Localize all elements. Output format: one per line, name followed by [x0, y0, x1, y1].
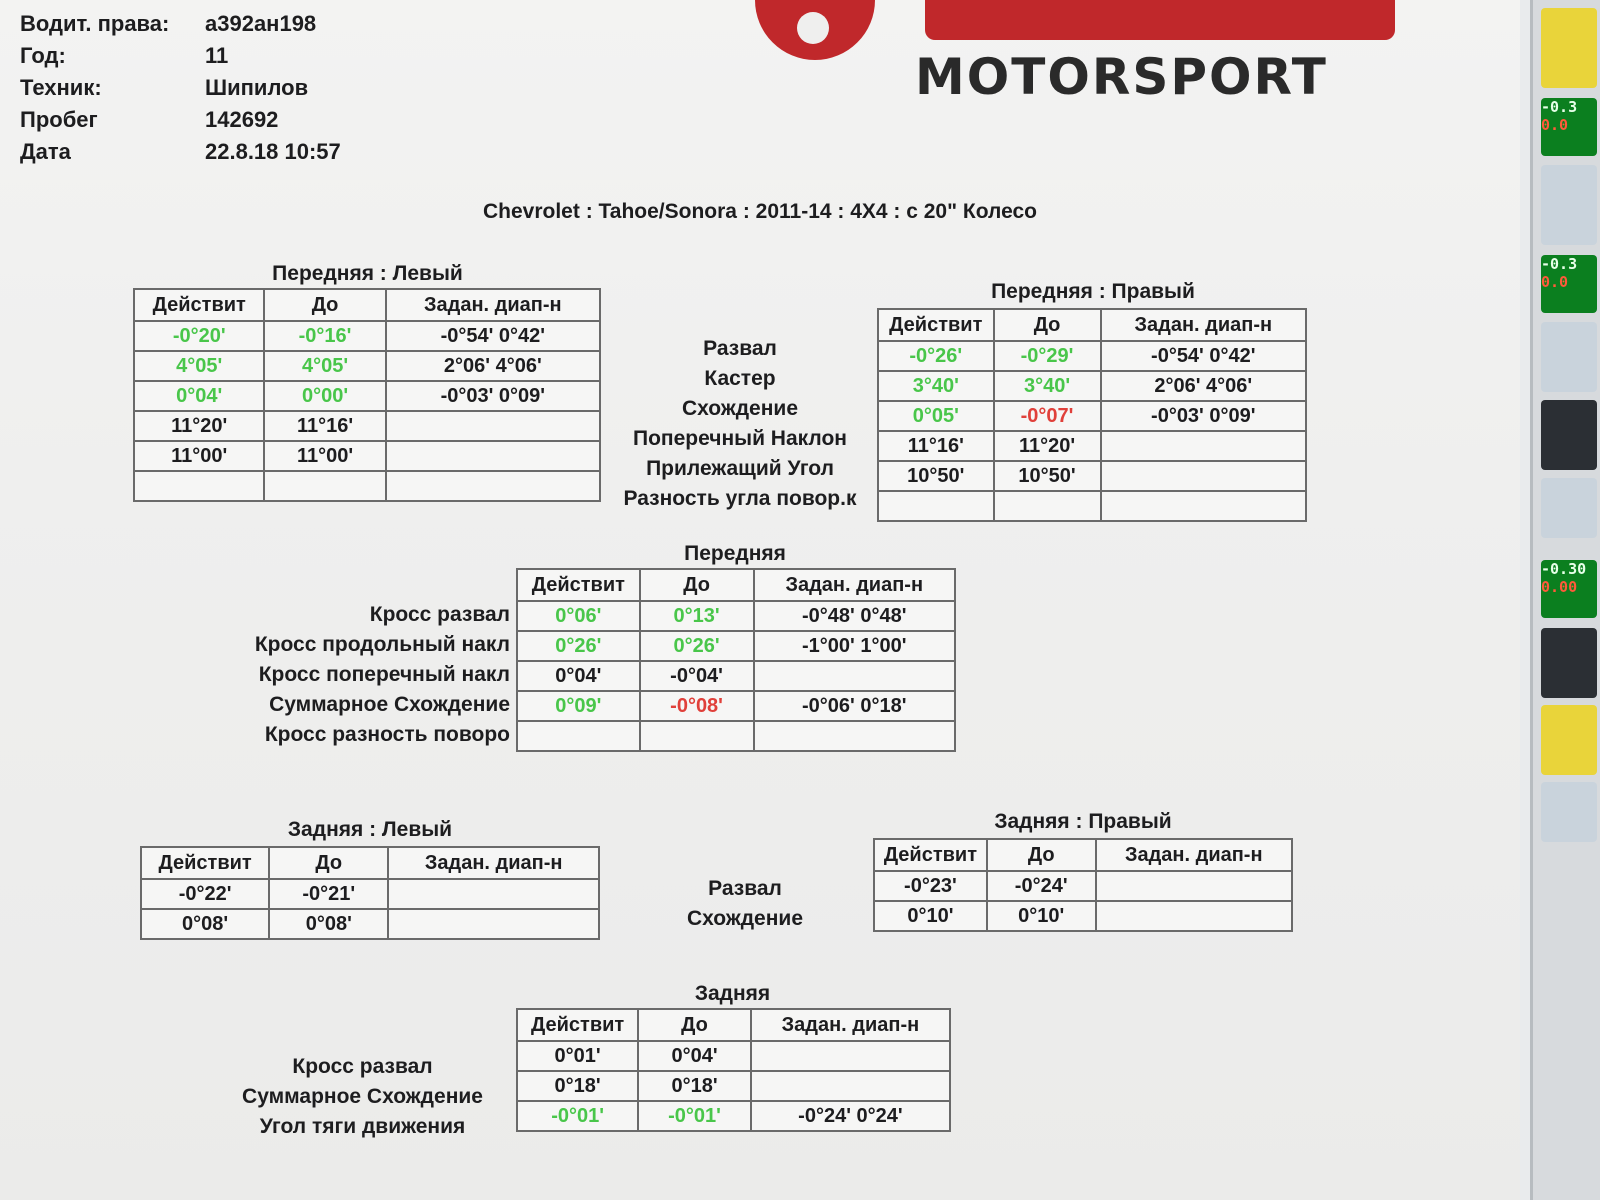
front-cross-table — [516, 568, 956, 752]
table-row — [134, 411, 600, 441]
cell-range: -0°54' 0°42' — [1101, 341, 1306, 371]
cell-range — [386, 411, 600, 441]
rear-cross-title: Задняя — [694, 982, 771, 1005]
table-row — [134, 441, 600, 471]
cell-range — [1096, 871, 1292, 901]
brand-logo — [735, 0, 1425, 110]
cell-actual — [517, 721, 640, 751]
cell-range — [1096, 901, 1292, 931]
vehicle-title: Chevrolet : Tahoe/Sonora : 2011-14 : 4X4 : с 20" Колесо — [483, 200, 1037, 223]
cell-actual: 0°04' — [517, 661, 640, 691]
row-label: Кросс развал — [369, 603, 510, 626]
row-label: Прилежащий Угол — [646, 457, 834, 480]
readout-1 — [1541, 98, 1597, 156]
print-icon[interactable] — [1541, 782, 1597, 842]
cell-actual: -0°22' — [141, 879, 269, 909]
rear-cross-table — [516, 1008, 951, 1132]
rear-cross-labels — [225, 1052, 500, 1142]
cell-range — [751, 1041, 950, 1071]
cell-actual: 0°05' — [878, 401, 994, 431]
row-label: Кросс разность поворо — [264, 723, 510, 746]
cell-actual: 0°26' — [517, 631, 640, 661]
row-label: Угол тяги движения — [259, 1115, 466, 1138]
col-before-header: До — [640, 569, 754, 601]
table-row — [874, 871, 1292, 901]
cell-range — [386, 441, 600, 471]
row-label: Кросс поперечный накл — [258, 663, 510, 686]
row-label: Разность угла повор.к — [623, 487, 857, 510]
col-before-header: До — [638, 1009, 751, 1041]
front-left-title: Передняя : Левый — [272, 262, 463, 285]
col-range-header: Задан. диап-н — [1096, 839, 1292, 871]
cell-actual: 11°00' — [134, 441, 264, 471]
info-row — [20, 136, 341, 168]
cell-before: -0°21' — [269, 879, 388, 909]
info-label: Дата — [20, 139, 71, 164]
cell-actual: 11°16' — [878, 431, 994, 461]
front-cross-labels — [210, 600, 510, 750]
col-before-header: До — [269, 847, 388, 879]
col-range-header: Задан. диап-н — [754, 569, 956, 601]
front-left-table — [133, 288, 601, 502]
table-row — [134, 321, 600, 351]
table-row — [878, 341, 1306, 371]
cell-before: 4°05' — [264, 351, 385, 381]
front-labels — [605, 334, 875, 514]
cell-before: 11°00' — [264, 441, 385, 471]
cell-before — [640, 721, 754, 751]
cell-range — [388, 879, 599, 909]
table-row — [878, 431, 1306, 461]
cell-before: -0°04' — [640, 661, 754, 691]
logo-e-icon[interactable] — [1541, 400, 1597, 470]
rear-left-table — [140, 846, 600, 940]
cell-before: -0°16' — [264, 321, 385, 351]
logo-emblem — [755, 0, 875, 60]
info-label: Пробег — [20, 107, 98, 132]
table-row — [134, 381, 600, 411]
cell-range: -1°00' 1°00' — [754, 631, 956, 661]
readout-1-bottom: 0.0 — [1541, 116, 1569, 134]
cell-actual — [878, 491, 994, 521]
row-label: Развал — [703, 337, 777, 360]
logo-wordmark: MOTORSPORT — [915, 48, 1328, 106]
cell-range: -0°54' 0°42' — [386, 321, 600, 351]
steering-check-icon[interactable] — [1541, 165, 1597, 245]
cell-before: -0°29' — [994, 341, 1101, 371]
cell-range: -0°06' 0°18' — [754, 691, 956, 721]
wheel-yellow-icon[interactable] — [1541, 8, 1597, 88]
cell-before — [994, 491, 1101, 521]
cell-before: 11°20' — [994, 431, 1101, 461]
cell-before: 0°13' — [640, 601, 754, 631]
cell-before: 0°00' — [264, 381, 385, 411]
info-value: 22.8.18 10:57 — [205, 139, 341, 164]
info-row — [20, 104, 341, 136]
cell-range — [1101, 431, 1306, 461]
cell-actual: 0°09' — [517, 691, 640, 721]
info-label: Техник: — [20, 75, 102, 100]
info-value: 142692 — [205, 107, 279, 132]
cell-actual: -0°23' — [874, 871, 987, 901]
cell-before: 0°08' — [269, 909, 388, 939]
cell-before: 0°10' — [987, 901, 1096, 931]
info-value: а392ан198 — [205, 11, 317, 36]
readout-3-bottom: 0.00 — [1541, 578, 1578, 596]
row-label: Поперечный Наклон — [632, 427, 847, 450]
table-row — [134, 351, 600, 381]
table-row — [517, 691, 955, 721]
info-label: Год: — [20, 43, 66, 68]
cell-actual: 3°40' — [878, 371, 994, 401]
table-row — [141, 909, 599, 939]
rear-right-table — [873, 838, 1293, 932]
readout-2-bottom: 0.0 — [1541, 273, 1569, 291]
cell-actual: 0°18' — [517, 1071, 638, 1101]
target-device-icon[interactable] — [1541, 705, 1597, 775]
cell-range: -0°24' 0°24' — [751, 1101, 950, 1131]
row-label: Развал — [708, 877, 782, 900]
col-range-header: Задан. диап-н — [751, 1009, 950, 1041]
table-row — [141, 879, 599, 909]
table-row — [517, 631, 955, 661]
front-cross-title: Передняя — [684, 542, 786, 565]
info-label: Водит. права: — [20, 11, 170, 36]
cell-before: -0°07' — [994, 401, 1101, 431]
cell-actual: 11°20' — [134, 411, 264, 441]
cell-actual: -0°26' — [878, 341, 994, 371]
cell-before: -0°01' — [638, 1101, 751, 1131]
readout-3-top: -0.30 — [1541, 560, 1587, 578]
table-row — [878, 371, 1306, 401]
readout-2-top: -0.3 — [1541, 255, 1578, 273]
col-range-header: Задан. диап-н — [1101, 309, 1306, 341]
cell-actual — [134, 471, 264, 501]
right-toolbar — [1530, 0, 1600, 1200]
row-label: Схождение — [686, 907, 804, 930]
col-before-header: До — [264, 289, 385, 321]
rear-labels — [660, 874, 830, 934]
cell-before: 3°40' — [994, 371, 1101, 401]
cell-actual: 0°04' — [134, 381, 264, 411]
readout-1-top: -0.3 — [1541, 98, 1578, 116]
col-before-header: До — [987, 839, 1096, 871]
col-actual-header: Действит — [878, 309, 994, 341]
col-range-header: Задан. диап-н — [388, 847, 599, 879]
table-row — [878, 461, 1306, 491]
cell-range: 2°06' 4°06' — [1101, 371, 1306, 401]
cell-range — [1101, 461, 1306, 491]
cell-actual: 4°05' — [134, 351, 264, 381]
cell-range — [1101, 491, 1306, 521]
col-actual-header: Действит — [517, 569, 640, 601]
table-row — [878, 491, 1306, 521]
info-row — [20, 8, 341, 40]
info-row — [20, 40, 341, 72]
row-label: Кастер — [704, 367, 776, 390]
cell-range: -0°03' 0°09' — [1101, 401, 1306, 431]
cell-range — [386, 471, 600, 501]
cell-actual: 0°01' — [517, 1041, 638, 1071]
cell-range — [754, 661, 956, 691]
table-row — [134, 471, 600, 501]
front-right-table — [877, 308, 1307, 522]
customer-info — [20, 8, 341, 168]
row-label: Суммарное Схождение — [242, 1085, 483, 1108]
cell-actual: 10°50' — [878, 461, 994, 491]
readout-2 — [1541, 255, 1597, 313]
cell-before: 11°16' — [264, 411, 385, 441]
row-label: Кросс развал — [292, 1055, 433, 1078]
logo-e-icon-2[interactable] — [1541, 628, 1597, 698]
col-actual-header: Действит — [517, 1009, 638, 1041]
cell-actual: 0°06' — [517, 601, 640, 631]
col-actual-header: Действит — [874, 839, 987, 871]
table-row — [878, 401, 1306, 431]
cell-before: 0°18' — [638, 1071, 751, 1101]
info-row — [20, 72, 341, 104]
cell-range: -0°48' 0°48' — [754, 601, 956, 631]
cell-range: 2°06' 4°06' — [386, 351, 600, 381]
steering-wheel-icon[interactable] — [1541, 478, 1597, 538]
table-row — [517, 1071, 950, 1101]
cell-before: -0°24' — [987, 871, 1096, 901]
cell-actual: -0°20' — [134, 321, 264, 351]
table-row — [517, 721, 955, 751]
cell-before — [264, 471, 385, 501]
front-right-title: Передняя : Правый — [991, 280, 1195, 303]
readout-3 — [1541, 560, 1597, 618]
cell-range — [751, 1071, 950, 1101]
cell-actual: 0°08' — [141, 909, 269, 939]
row-label: Суммарное Схождение — [269, 693, 510, 716]
info-value: Шипилов — [205, 75, 309, 100]
col-range-header: Задан. диап-н — [386, 289, 600, 321]
row-label: Кросс продольный накл — [254, 633, 510, 656]
cell-before: 0°26' — [640, 631, 754, 661]
table-row — [874, 901, 1292, 931]
logo-red-bar — [925, 0, 1395, 40]
cell-actual: -0°01' — [517, 1101, 638, 1131]
cell-actual: 0°10' — [874, 901, 987, 931]
cell-before: 0°04' — [638, 1041, 751, 1071]
table-row — [517, 601, 955, 631]
table-row — [517, 661, 955, 691]
cell-before: -0°08' — [640, 691, 754, 721]
table-row — [517, 1041, 950, 1071]
cell-range: -0°03' 0°09' — [386, 381, 600, 411]
rear-left-title: Задняя : Левый — [287, 818, 453, 841]
cell-before: 10°50' — [994, 461, 1101, 491]
cell-range — [388, 909, 599, 939]
cell-range — [754, 721, 956, 751]
table-row — [517, 1101, 950, 1131]
col-actual-header: Действит — [141, 847, 269, 879]
info-value: 11 — [205, 43, 229, 68]
rear-right-title: Задняя : Правый — [994, 810, 1172, 833]
row-label: Схождение — [681, 397, 799, 420]
col-before-header: До — [994, 309, 1101, 341]
col-actual-header: Действит — [134, 289, 264, 321]
lift-icon[interactable] — [1541, 322, 1597, 392]
